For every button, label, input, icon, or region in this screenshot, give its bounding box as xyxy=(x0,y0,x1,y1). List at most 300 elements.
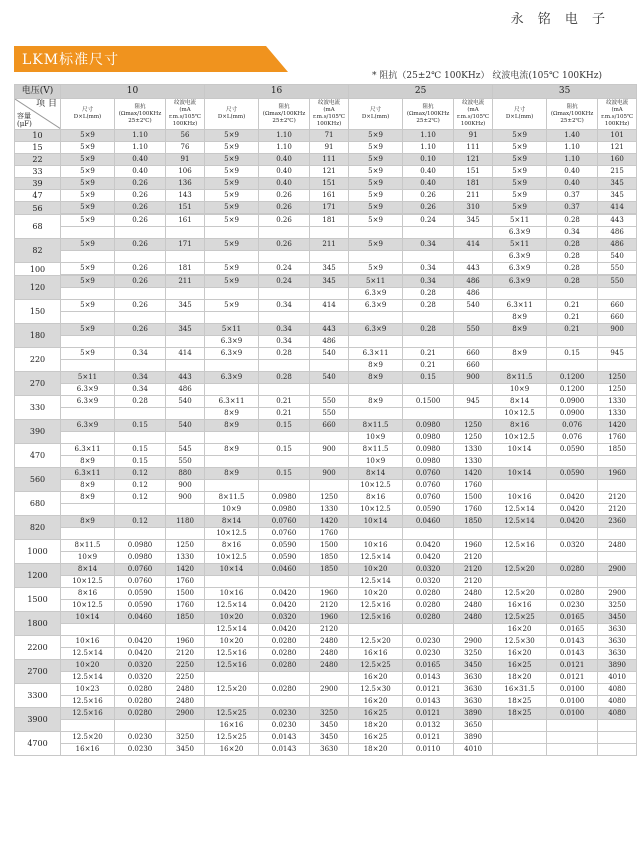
impedance-cell: 0.0420 xyxy=(115,636,166,648)
size-cell: 6.3×9 xyxy=(349,324,403,336)
ripple-cell xyxy=(166,336,205,348)
impedance-cell: 0.0280 xyxy=(259,684,310,696)
size-cell: 18×25 xyxy=(493,708,547,720)
ripple-cell: 2480 xyxy=(598,540,637,552)
size-cell xyxy=(493,720,547,732)
ripple-cell: 414 xyxy=(310,300,349,312)
impedance-cell: 1.10 xyxy=(547,154,598,166)
table-row xyxy=(15,227,637,239)
ripple-cell: 414 xyxy=(166,348,205,360)
ripple-cell: 4010 xyxy=(598,672,637,684)
impedance-cell: 0.24 xyxy=(403,215,454,227)
ripple-cell: 151 xyxy=(310,178,349,190)
size-cell: 8×11.5 xyxy=(349,444,403,456)
size-cell: 5×9 xyxy=(493,142,547,154)
impedance-cell: 0.21 xyxy=(547,300,598,312)
ripple-cell xyxy=(598,528,637,540)
size-cell: 5×9 xyxy=(349,215,403,227)
impedance-cell xyxy=(403,227,454,239)
impedance-cell: 0.0165 xyxy=(403,660,454,672)
impedance-cell xyxy=(259,227,310,239)
impedance-cell: 0.37 xyxy=(547,190,598,202)
ripple-cell xyxy=(454,624,493,636)
capacity-cell: 3900 xyxy=(15,708,61,732)
impedance-cell xyxy=(403,251,454,263)
impedance-cell: 0.0280 xyxy=(547,564,598,576)
ripple-cell: 1960 xyxy=(310,588,349,600)
ripple-cell: 181 xyxy=(166,263,205,275)
ripple-cell xyxy=(454,312,493,324)
table-row xyxy=(15,312,637,324)
ripple-cell xyxy=(454,336,493,348)
ripple-cell xyxy=(454,384,493,396)
ripple-cell: 540 xyxy=(454,300,493,312)
impedance-cell: 0.0590 xyxy=(115,600,166,612)
impedance-cell: 0.0980 xyxy=(403,456,454,468)
impedance-cell: 0.0980 xyxy=(403,432,454,444)
size-cell xyxy=(349,251,403,263)
voltage-35: 35 xyxy=(493,85,637,99)
impedance-cell: 0.15 xyxy=(259,444,310,456)
ripple-cell: 880 xyxy=(166,468,205,480)
impedance-cell xyxy=(403,384,454,396)
ripple-cell: 160 xyxy=(598,154,637,166)
impedance-cell: 0.40 xyxy=(259,166,310,178)
size-cell: 6.3×9 xyxy=(61,420,115,432)
impedance-cell xyxy=(547,360,598,372)
impedance-cell: 1.10 xyxy=(547,142,598,154)
ripple-cell: 1330 xyxy=(454,444,493,456)
impedance-cell: 0.15 xyxy=(115,444,166,456)
size-cell: 16×31.5 xyxy=(493,684,547,696)
ripple-cell: 900 xyxy=(454,372,493,384)
column-subheader xyxy=(15,99,637,130)
size-cell xyxy=(349,384,403,396)
size-cell xyxy=(61,504,115,516)
ripple-cell: 414 xyxy=(598,202,637,214)
size-cell xyxy=(61,408,115,420)
size-cell xyxy=(493,360,547,372)
capacity-cell: 47 xyxy=(15,190,61,202)
ripple-cell: 1330 xyxy=(598,408,637,420)
size-cell: 8×9 xyxy=(205,420,259,432)
impedance-cell: 0.0980 xyxy=(403,420,454,432)
size-cell xyxy=(61,336,115,348)
ripple-cell: 3630 xyxy=(598,648,637,660)
impedance-cell: 0.0420 xyxy=(403,552,454,564)
table-row xyxy=(15,324,637,336)
impedance-cell: 0.28 xyxy=(547,251,598,263)
spec-table xyxy=(14,84,637,756)
impedance-cell: 0.34 xyxy=(403,239,454,251)
voltage-16: 16 xyxy=(205,85,349,99)
ripple-cell: 2120 xyxy=(598,504,637,516)
size-cell: 16×16 xyxy=(61,744,115,756)
table-row xyxy=(15,202,637,214)
impedance-cell: 0.0165 xyxy=(547,612,598,624)
table-row xyxy=(15,468,637,480)
impedance-cell: 0.0121 xyxy=(547,660,598,672)
ripple-cell: 1760 xyxy=(166,600,205,612)
ripple-cell xyxy=(454,227,493,239)
table-row xyxy=(15,720,637,732)
impedance-cell: 0.0143 xyxy=(259,732,310,744)
size-cell xyxy=(493,576,547,588)
impedance-cell: 0.0460 xyxy=(259,564,310,576)
capacity-cell: 1200 xyxy=(15,564,61,588)
ripple-cell: 550 xyxy=(310,408,349,420)
ripple-cell: 1250 xyxy=(166,540,205,552)
ripple-cell xyxy=(598,480,637,492)
ripple-cell: 345 xyxy=(598,178,637,190)
table-row xyxy=(15,178,637,190)
ripple-cell: 486 xyxy=(454,276,493,288)
capacity-cell: 56 xyxy=(15,202,61,215)
ripple-cell: 1850 xyxy=(310,552,349,564)
capacity-cell: 33 xyxy=(15,166,61,178)
size-cell xyxy=(493,732,547,744)
impedance-cell: 0.0420 xyxy=(259,588,310,600)
table-row xyxy=(15,239,637,251)
brand-name: 永 铭 电 子 xyxy=(510,12,610,27)
capacity-cell: 3300 xyxy=(15,684,61,708)
size-cell: 10×20 xyxy=(205,636,259,648)
impedance-cell: 0.26 xyxy=(115,239,166,251)
size-cell: 5×9 xyxy=(61,178,115,190)
impedance-cell: 0.15 xyxy=(259,468,310,480)
size-cell: 5×9 xyxy=(61,348,115,360)
impedance-cell: 0.0320 xyxy=(115,672,166,684)
ripple-header: 纹波电流 (mA r.m.s/105℃ 100KHz) xyxy=(166,99,205,130)
impedance-cell: 0.0980 xyxy=(259,504,310,516)
ripple-cell xyxy=(166,227,205,239)
ripple-cell xyxy=(598,360,637,372)
ripple-cell xyxy=(310,480,349,492)
size-cell: 8×9 xyxy=(61,492,115,504)
size-cell: 12.5×20 xyxy=(493,564,547,576)
ripple-cell: 900 xyxy=(310,444,349,456)
ripple-cell: 181 xyxy=(454,178,493,190)
impedance-cell xyxy=(547,744,598,756)
ripple-cell xyxy=(598,336,637,348)
ripple-cell: 71 xyxy=(310,130,349,142)
impedance-cell: 0.0280 xyxy=(115,708,166,720)
impedance-cell: 0.0280 xyxy=(547,588,598,600)
ripple-cell: 900 xyxy=(166,480,205,492)
size-header: 尺寸 D×L(mm) xyxy=(349,99,403,130)
impedance-cell: 0.15 xyxy=(115,420,166,432)
size-cell: 5×9 xyxy=(205,154,259,166)
impedance-cell: 0.26 xyxy=(115,190,166,202)
impedance-cell xyxy=(115,408,166,420)
impedance-cell: 0.21 xyxy=(547,324,598,336)
impedance-cell: 0.40 xyxy=(115,166,166,178)
impedance-cell: 0.28 xyxy=(403,324,454,336)
size-cell xyxy=(61,528,115,540)
size-cell xyxy=(349,528,403,540)
ripple-cell: 1500 xyxy=(454,492,493,504)
ripple-cell: 550 xyxy=(598,263,637,275)
size-cell: 8×14 xyxy=(493,396,547,408)
ripple-cell: 550 xyxy=(166,456,205,468)
size-cell: 5×9 xyxy=(61,154,115,166)
ripple-cell: 121 xyxy=(598,142,637,154)
ripple-cell: 2900 xyxy=(166,708,205,720)
impedance-cell xyxy=(115,227,166,239)
size-cell: 10×12.5 xyxy=(205,528,259,540)
size-cell: 12.5×16 xyxy=(349,612,403,624)
size-cell: 5×11 xyxy=(493,239,547,251)
ripple-cell xyxy=(310,227,349,239)
size-header: 尺寸 D×L(mm) xyxy=(61,99,115,130)
ripple-cell: 1250 xyxy=(454,420,493,432)
impedance-cell: 0.28 xyxy=(259,348,310,360)
ripple-cell: 1960 xyxy=(166,636,205,648)
impedance-cell xyxy=(259,432,310,444)
table-row xyxy=(15,408,637,420)
size-cell: 16×20 xyxy=(493,648,547,660)
size-cell: 8×14 xyxy=(61,564,115,576)
impedance-cell: 0.28 xyxy=(547,215,598,227)
size-cell: 5×9 xyxy=(205,142,259,154)
impedance-cell: 0.0121 xyxy=(403,684,454,696)
impedance-cell: 0.0230 xyxy=(259,720,310,732)
capacity-cell: 330 xyxy=(15,396,61,420)
voltage-10: 10 xyxy=(61,85,205,99)
capacity-cell: 4700 xyxy=(15,732,61,756)
size-cell: 10×12.5 xyxy=(61,576,115,588)
ripple-cell: 76 xyxy=(166,142,205,154)
size-cell xyxy=(205,227,259,239)
impedance-cell xyxy=(259,312,310,324)
size-cell: 5×9 xyxy=(61,215,115,227)
size-cell: 10×9 xyxy=(349,432,403,444)
size-cell: 10×20 xyxy=(61,660,115,672)
ripple-cell xyxy=(310,288,349,300)
ripple-cell: 414 xyxy=(454,239,493,251)
impedance-cell: 0.0143 xyxy=(403,696,454,708)
ripple-cell: 4080 xyxy=(598,684,637,696)
ripple-cell xyxy=(166,624,205,636)
ripple-cell: 211 xyxy=(454,190,493,202)
ripple-cell: 310 xyxy=(454,202,493,214)
size-cell: 10×16 xyxy=(61,636,115,648)
size-cell: 5×11 xyxy=(493,215,547,227)
table-row xyxy=(15,190,637,202)
ripple-cell xyxy=(166,504,205,516)
table-row xyxy=(15,600,637,612)
table-row xyxy=(15,612,637,624)
ripple-cell: 181 xyxy=(310,215,349,227)
impedance-cell: 0.28 xyxy=(259,372,310,384)
impedance-cell: 0.0590 xyxy=(259,552,310,564)
size-cell: 5×9 xyxy=(61,130,115,142)
ripple-cell xyxy=(310,432,349,444)
table-row xyxy=(15,576,637,588)
ripple-cell: 1760 xyxy=(454,504,493,516)
capacity-cell: 180 xyxy=(15,324,61,348)
table-row xyxy=(15,672,637,684)
impedance-cell: 0.0760 xyxy=(115,576,166,588)
impedance-cell xyxy=(547,288,598,300)
impedance-cell xyxy=(115,528,166,540)
capacity-cell: 82 xyxy=(15,239,61,263)
ripple-cell: 1760 xyxy=(598,432,637,444)
ripple-cell: 2480 xyxy=(166,696,205,708)
ripple-cell: 945 xyxy=(598,348,637,360)
capacity-cell: 2700 xyxy=(15,660,61,684)
ripple-cell: 345 xyxy=(166,324,205,336)
impedance-header: 阻抗 (Ωmax/100KHz 25±2℃) xyxy=(115,99,166,130)
measurement-note: * 阻抗（25±2℃ 100KHz） 纹波电流(105℃ 100KHz) xyxy=(372,71,602,81)
ripple-cell: 4080 xyxy=(598,696,637,708)
impedance-cell: 0.0143 xyxy=(547,636,598,648)
size-cell: 16×25 xyxy=(493,660,547,672)
impedance-cell: 0.1200 xyxy=(547,372,598,384)
impedance-cell: 1.10 xyxy=(259,142,310,154)
impedance-cell xyxy=(259,384,310,396)
impedance-cell: 0.0420 xyxy=(259,600,310,612)
ripple-cell: 2480 xyxy=(166,684,205,696)
table-row xyxy=(15,444,637,456)
impedance-cell: 0.0230 xyxy=(547,600,598,612)
impedance-cell xyxy=(115,720,166,732)
ripple-cell: 486 xyxy=(598,239,637,251)
impedance-cell: 0.0760 xyxy=(115,564,166,576)
size-cell: 8×9 xyxy=(349,396,403,408)
size-cell: 8×9 xyxy=(61,480,115,492)
ripple-cell xyxy=(166,312,205,324)
ripple-cell: 171 xyxy=(310,202,349,214)
size-cell: 16×20 xyxy=(349,672,403,684)
size-cell: 12.5×25 xyxy=(205,708,259,720)
impedance-cell: 0.28 xyxy=(547,276,598,288)
ripple-cell xyxy=(310,672,349,684)
impedance-cell: 0.0100 xyxy=(547,708,598,720)
impedance-cell: 0.0100 xyxy=(547,696,598,708)
capacity-cell: 1000 xyxy=(15,540,61,564)
size-cell: 8×9 xyxy=(205,408,259,420)
size-cell: 5×9 xyxy=(205,300,259,312)
impedance-cell: 0.26 xyxy=(115,263,166,275)
impedance-cell: 0.0121 xyxy=(547,672,598,684)
ripple-cell: 171 xyxy=(166,239,205,251)
size-cell: 6.3×9 xyxy=(205,348,259,360)
ripple-cell: 486 xyxy=(454,288,493,300)
impedance-cell: 1.40 xyxy=(547,130,598,142)
impedance-cell xyxy=(115,336,166,348)
size-cell: 8×16 xyxy=(205,540,259,552)
table-row xyxy=(15,744,637,756)
voltage-25: 25 xyxy=(349,85,493,99)
size-cell: 12.5×20 xyxy=(205,684,259,696)
impedance-cell xyxy=(259,288,310,300)
size-cell: 6.3×9 xyxy=(493,263,547,275)
impedance-cell xyxy=(547,480,598,492)
capacity-cell: 100 xyxy=(15,263,61,276)
ripple-cell xyxy=(166,720,205,732)
ripple-cell: 345 xyxy=(310,276,349,288)
capacity-cell: 680 xyxy=(15,492,61,516)
impedance-header: 阻抗 (Ωmax/100KHz 25±2℃) xyxy=(547,99,598,130)
ripple-cell: 2480 xyxy=(454,612,493,624)
size-cell: 5×9 xyxy=(493,202,547,214)
ripple-cell xyxy=(310,384,349,396)
size-cell: 16×20 xyxy=(493,624,547,636)
ripple-cell: 111 xyxy=(454,142,493,154)
ripple-cell xyxy=(454,528,493,540)
ripple-cell: 443 xyxy=(454,263,493,275)
size-cell: 5×9 xyxy=(349,130,403,142)
size-cell: 12.5×16 xyxy=(493,540,547,552)
size-cell xyxy=(61,360,115,372)
impedance-cell: 0.0230 xyxy=(259,708,310,720)
table-row xyxy=(15,215,637,227)
ripple-cell: 3450 xyxy=(310,720,349,732)
size-cell xyxy=(349,312,403,324)
size-cell: 10×14 xyxy=(349,516,403,528)
ripple-cell xyxy=(310,312,349,324)
ripple-cell: 2360 xyxy=(598,516,637,528)
impedance-cell: 0.21 xyxy=(403,348,454,360)
impedance-cell: 0.34 xyxy=(115,348,166,360)
ripple-cell: 2120 xyxy=(598,492,637,504)
ripple-cell: 540 xyxy=(166,396,205,408)
size-cell: 6.3×11 xyxy=(61,468,115,480)
size-cell: 5×9 xyxy=(61,190,115,202)
ripple-cell: 3630 xyxy=(454,696,493,708)
ripple-cell: 143 xyxy=(166,190,205,202)
impedance-cell: 0.26 xyxy=(115,215,166,227)
capacity-cell: 820 xyxy=(15,516,61,540)
size-cell xyxy=(205,360,259,372)
ripple-cell: 136 xyxy=(166,178,205,190)
ripple-cell xyxy=(310,456,349,468)
impedance-cell: 0.40 xyxy=(403,166,454,178)
item-capacity-cell xyxy=(15,99,61,130)
size-cell: 6.3×9 xyxy=(205,372,259,384)
impedance-cell xyxy=(259,576,310,588)
size-cell: 10×20 xyxy=(349,564,403,576)
table-row xyxy=(15,540,637,552)
ripple-cell: 1760 xyxy=(310,528,349,540)
ripple-cell: 660 xyxy=(454,348,493,360)
table-row xyxy=(15,142,637,154)
ripple-cell: 345 xyxy=(310,263,349,275)
ripple-header: 纹波电流 (mA r.m.s/105℃ 100KHz) xyxy=(310,99,349,130)
ripple-cell: 2250 xyxy=(166,660,205,672)
size-cell: 18×20 xyxy=(349,744,403,756)
table-row xyxy=(15,166,637,178)
impedance-cell xyxy=(547,552,598,564)
ripple-cell: 3630 xyxy=(454,672,493,684)
table-row xyxy=(15,360,637,372)
ripple-cell: 900 xyxy=(598,324,637,336)
size-cell xyxy=(205,312,259,324)
impedance-cell: 0.34 xyxy=(403,263,454,275)
impedance-cell xyxy=(547,576,598,588)
size-cell xyxy=(61,251,115,263)
size-cell: 16×16 xyxy=(493,600,547,612)
size-cell xyxy=(493,336,547,348)
impedance-cell: 0.0280 xyxy=(403,612,454,624)
impedance-cell: 0.26 xyxy=(115,324,166,336)
impedance-cell: 0.1200 xyxy=(547,384,598,396)
ripple-cell: 550 xyxy=(310,396,349,408)
ripple-cell: 121 xyxy=(454,154,493,166)
ripple-cell: 1420 xyxy=(454,468,493,480)
ripple-cell: 56 xyxy=(166,130,205,142)
